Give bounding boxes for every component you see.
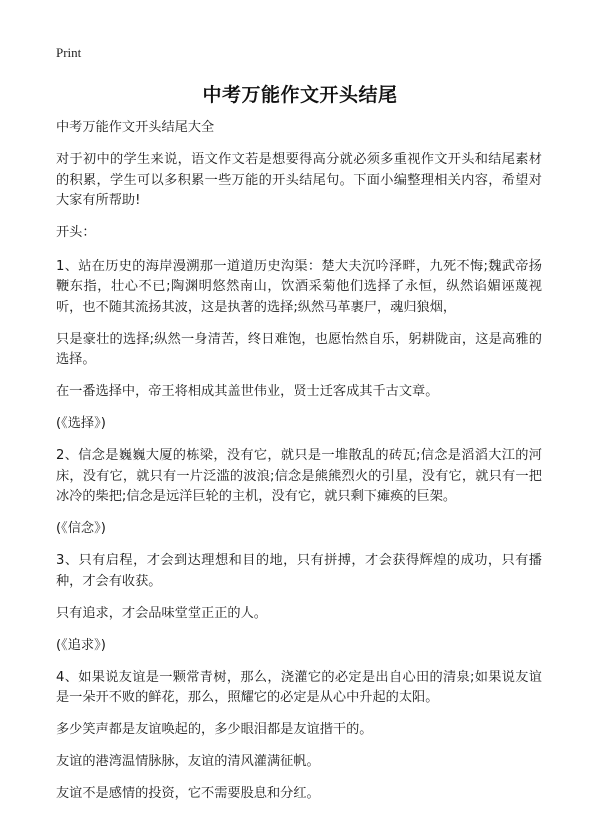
body-paragraph: 2、信念是巍巍大厦的栋梁，没有它，就只是一堆散乱的砖瓦;信念是滔滔大江的河床，没有它，就只有一片泛滥的波浪;信念是熊熊烈火的引星，没有它，就只有一把冰冷的柴把;信念是远洋巨轮的主机，没有它，就只剩下瘫痪的巨架。: [56, 448, 542, 504]
body-paragraph: 只是豪壮的选择;纵然一身清苦，终日难饱，也愿怡然自乐，躬耕陇亩，这是高雅的选择。: [56, 331, 542, 367]
source-note: (《选择》): [56, 416, 106, 431]
section-heading: 开头：: [56, 225, 96, 240]
body-paragraph: 只有追求，才会品味堂堂正正的人。: [56, 605, 267, 621]
body-paragraph: 多少笑声都是友谊唤起的，多少眼泪都是友谊揩干的。: [56, 722, 373, 737]
source-note: (《信念》): [56, 521, 106, 536]
page-title: 中考万能作文开头结尾: [202, 84, 398, 106]
print-link[interactable]: Print: [56, 45, 82, 60]
body-paragraph: 在一番选择中，帝王将相成其盖世伟业，贤士迁客成其千古文章。: [56, 384, 439, 399]
intro-paragraph: 对于初中的学生来说，语文作文若是想要得高分就必须多重视作文开头和结尾素材的积累，学生可以多积累一些万能的开头结尾句。下面小编整理相关内容，希望对大家有所帮助!: [56, 152, 542, 208]
body-paragraph: 1、站在历史的海岸漫溯那一道道历史沟渠：楚大夫沉吟泽畔，九死不悔;魏武帝扬鞭东指，壮心不已;陶渊明悠然南山，饮酒采菊他们选择了永恒，纵然谄媚诬蔑视听，也不随其流扬其波，这是执著的选择;纵然马革裹尸，魂归狼烟，: [56, 258, 542, 315]
body-paragraph: 友谊的港湾温情脉脉，友谊的清风灌满征帆。: [56, 754, 320, 769]
subtitle-paragraph: 中考万能作文开头结尾大全: [56, 120, 215, 135]
body-paragraph: 3、只有启程，才会到达理想和目的地，只有拼搏，才会获得辉煌的成功，只有播种，才会有收获。: [56, 553, 542, 589]
article-body: [56, 118, 542, 816]
body-paragraph: 4、如果说友谊是一颗常青树，那么，浇灌它的必定是出自心田的清泉;如果说友谊是一朵开不败的鲜花，那么，照耀它的必定是从心中升起的太阳。: [56, 669, 542, 705]
body-paragraph: 友谊不是感情的投资，它不需要股息和分红。: [56, 786, 320, 801]
source-note: (《追求》): [56, 637, 106, 653]
